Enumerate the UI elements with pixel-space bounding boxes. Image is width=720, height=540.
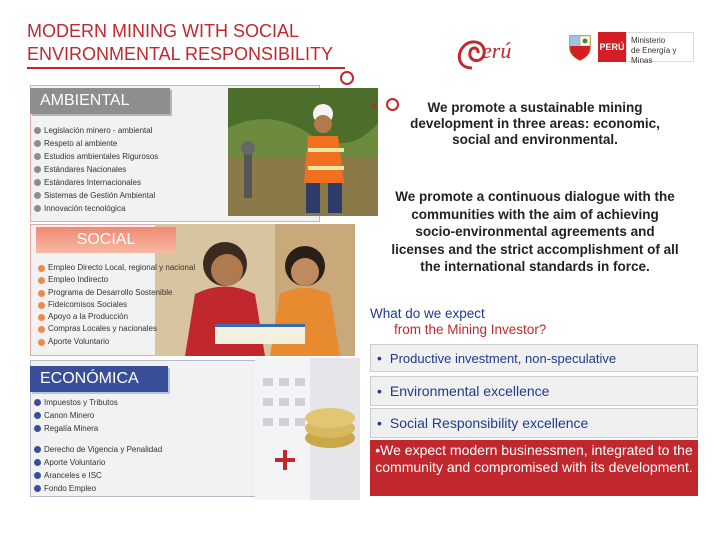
list-item: Fideicomisos Sociales [38,299,195,311]
title-line-2: ENVIRONMENTAL RESPONSIBILITY [27,44,334,64]
ministry-name [626,32,694,65]
social-label: SOCIAL [36,227,176,253]
page-title [27,20,387,66]
expectation-item [370,376,698,406]
decor-dot-icon [372,104,376,108]
list-item: Aranceles e ISC [34,469,162,482]
title-dot-icon [340,71,354,85]
list-item: Estudios ambientales Rigurosos [34,150,158,163]
ambiental-list [34,124,158,215]
ministry-logo [598,32,694,65]
question-line-2: from the Mining Investor? [394,322,547,337]
list-item: Derecho de Vigencia y Penalidad [34,443,162,456]
title-underline [27,67,345,69]
ministry-line-2: de Energía y Minas [631,46,677,65]
economica-label: ECONÓMICA [30,366,168,392]
bullet-icon: • [377,350,382,366]
question-line-1: What do we expect [370,306,485,321]
title-line-1: MODERN MINING WITH SOCIAL [27,21,300,41]
economica-list [34,396,162,495]
list-item: Respeto al ambiente [34,137,158,150]
list-item: Canon Minero [34,409,162,422]
expectation-item [370,408,698,438]
list-item: Legislación minero - ambiental [34,124,158,137]
peru-logo-word: erú [482,38,512,63]
list-item: Programa de Desarrollo Sostenible [38,287,195,299]
dialogue-text: We promote a continuous dialogue with the communities with the aim of achieving socio-environmental agreements and licenses and the strict accomplishment of all the international standards in force. [391,189,679,274]
decor-ring-icon [386,98,399,111]
investor-question [370,306,670,338]
expectation-item [370,344,698,372]
expectation-text: Social Responsibility excellence [389,415,589,431]
calculator-coins-photo [255,358,360,500]
list-item: Compras Locales y nacionales [38,323,195,335]
list-item: Impuestos y Tributos [34,396,162,409]
modern-businessmen-box: •We expect modern businessmen, integrated to the community and compromised with its development. [370,440,698,496]
peru-crest-icon [566,32,594,62]
bullet-icon: • [377,415,382,431]
ambiental-label: AMBIENTAL [30,88,170,114]
list-item: Fondo Empleo [34,482,162,495]
bullet-icon: • [377,383,382,399]
ministry-flag: PERÚ [598,32,626,62]
expectation-text: Environmental excellence [389,383,550,399]
list-item: Estándares Internacionales [34,176,158,189]
list-item: Apoyo a la Producción [38,311,195,323]
list-item: Regalía Minera [34,422,162,435]
list-item: Empleo Directo Local, regional y nacional [38,262,195,274]
list-item: Sistemas de Gestión Ambiental [34,189,158,202]
sustainable-mining-text: We promote a sustainable mining development in three areas: economic, social and environmental. [410,100,660,147]
list-item: Estándares Nacionales [34,163,158,176]
list-item: Aporte Voluntario [38,336,195,348]
ministry-line-1: Ministerio [631,36,666,45]
list-item: Empleo Indirecto [38,274,195,286]
list-item: Innovación tecnológica [34,202,158,215]
list-item: Aporte Voluntario [34,456,162,469]
peru-brand-logo [452,32,548,72]
social-list [38,262,195,348]
expectation-text: Productive investment, non-speculative [389,350,617,366]
miner-photo [228,88,378,216]
